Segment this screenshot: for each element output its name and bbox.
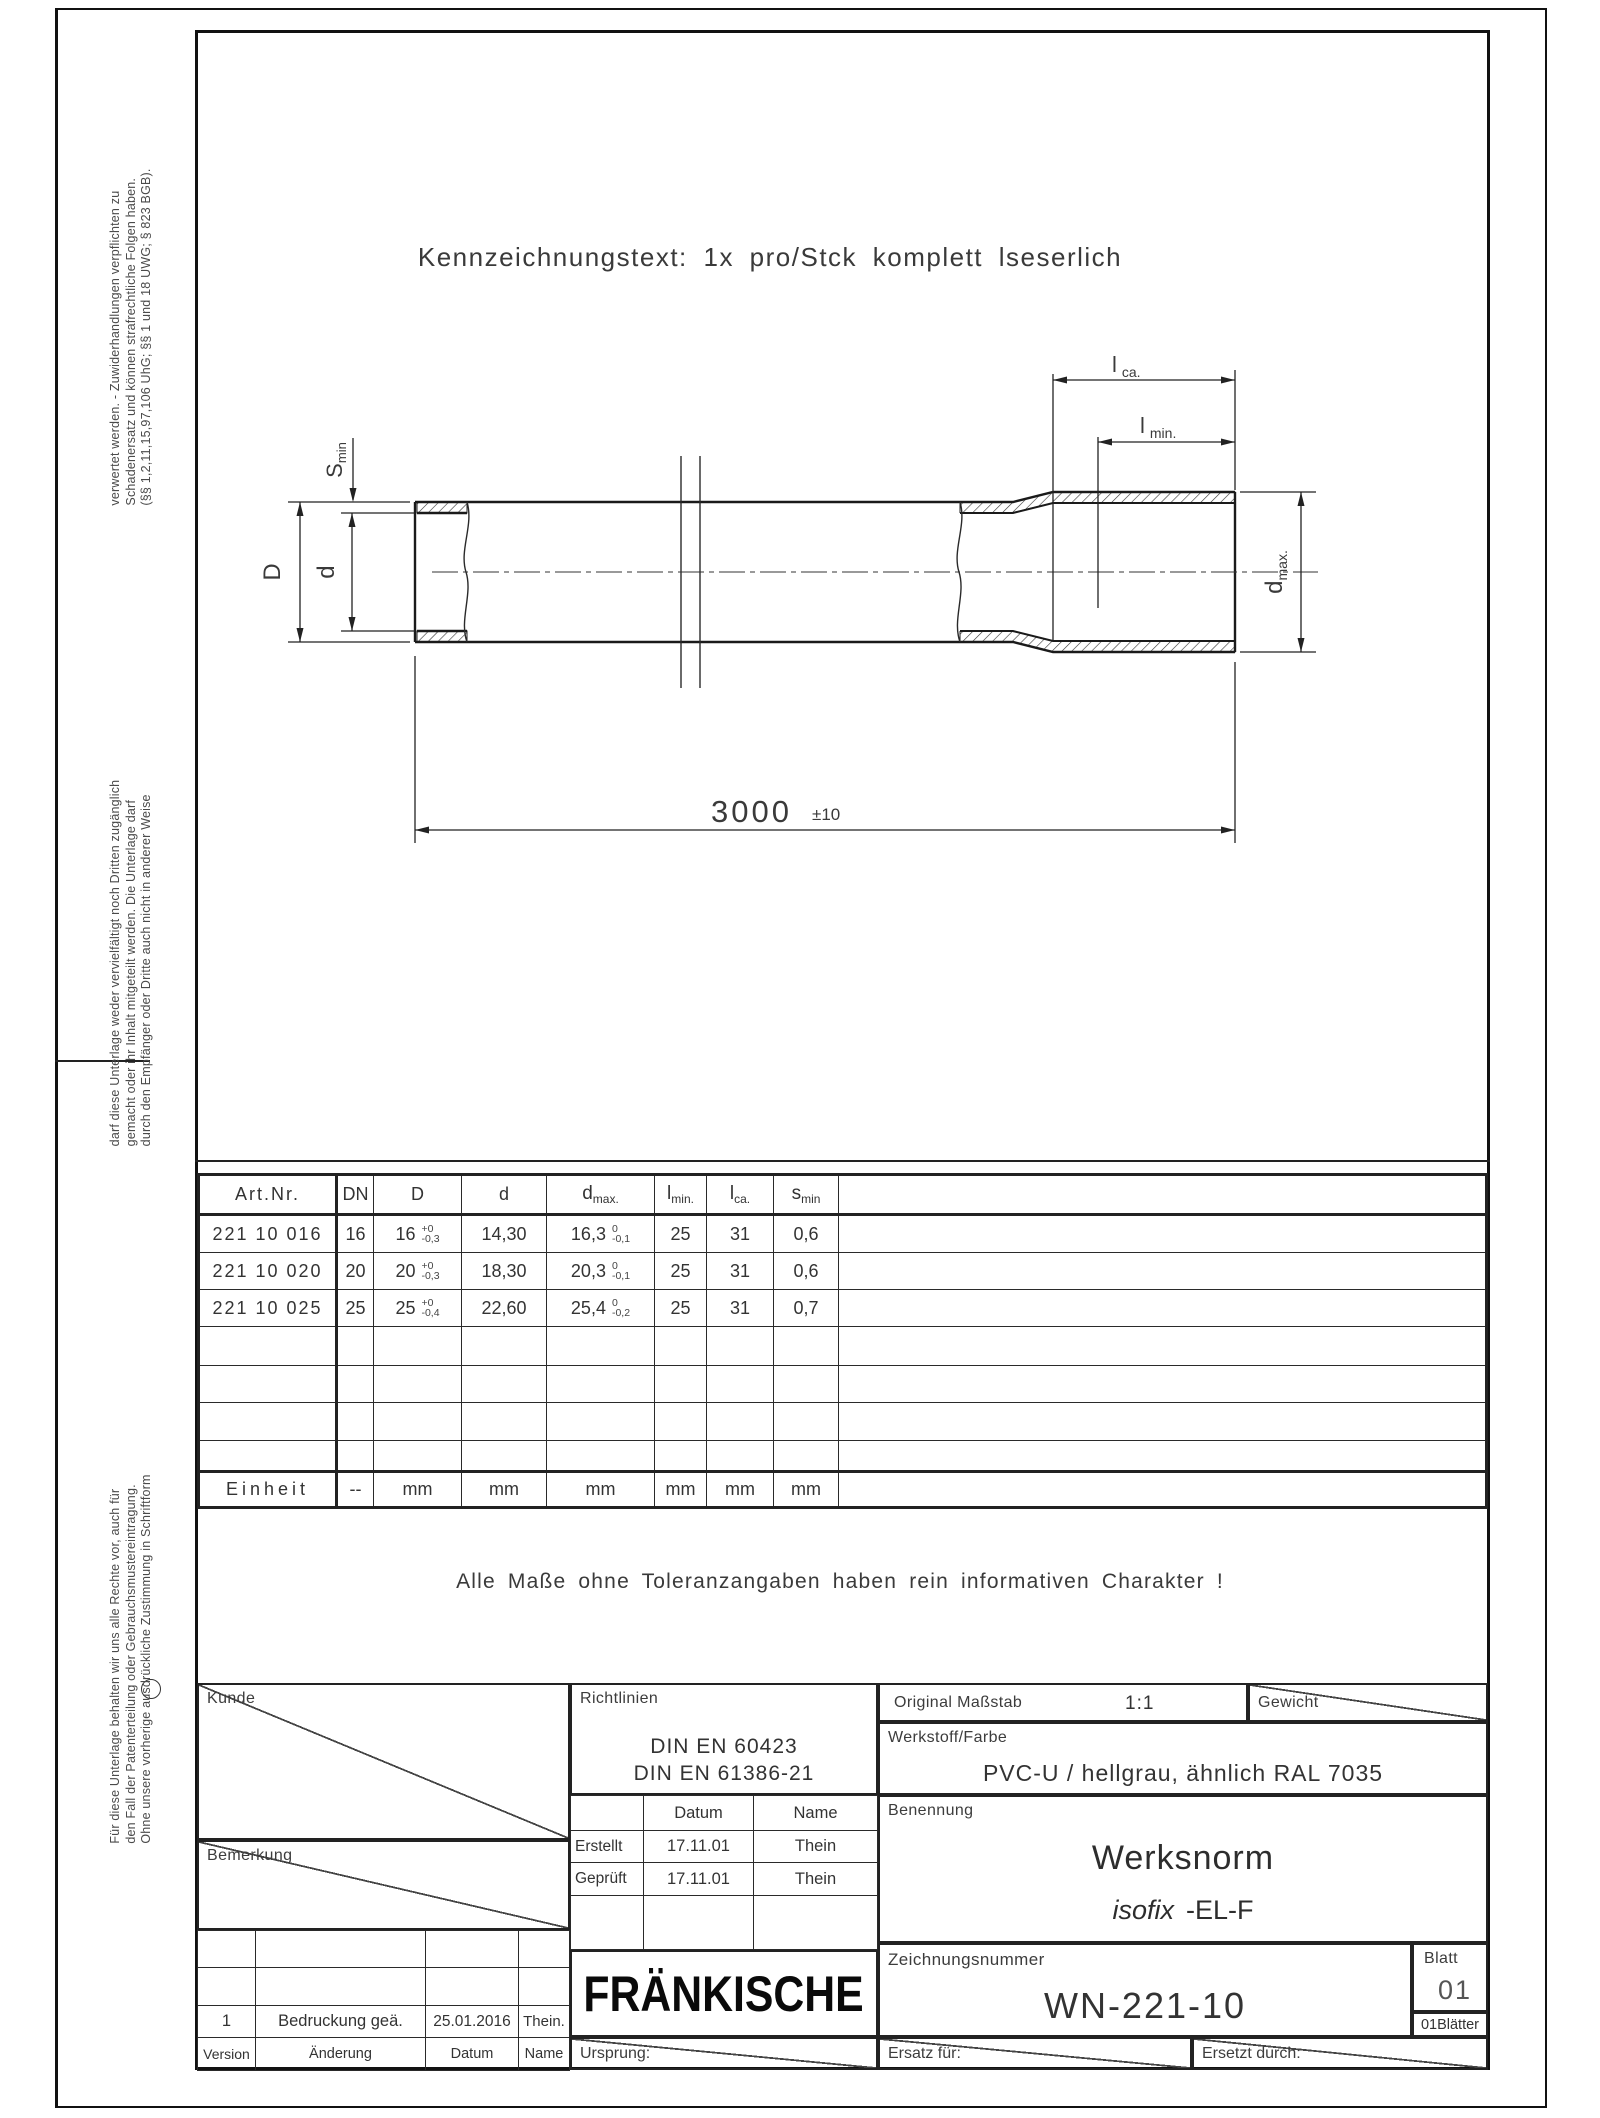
- empty-row: [198, 1968, 570, 2006]
- cell-d: 22,60: [462, 1290, 547, 1327]
- blaetter-cell: [1412, 2012, 1488, 2037]
- werkstoff-value: PVC-U / hellgrau, ähnlich RAL 7035: [982, 1760, 1384, 1786]
- drawing-number: WN-221-10: [1043, 1985, 1247, 2026]
- table-row: [199, 1253, 1487, 1290]
- cell-lmin: 25: [655, 1253, 707, 1290]
- header-lmin: $l_{min.}$: [655, 1175, 707, 1215]
- cell-D: 16 +0 -0,3: [374, 1215, 462, 1253]
- legal-line: Für diese Unterlage behalten wir uns alle Rechte vor, auch für: [107, 1488, 122, 1844]
- ersatz-cell: [878, 2037, 1192, 2070]
- approval-table: [570, 1795, 878, 1950]
- cell-dmax: 20,3 0 -0,1: [547, 1253, 655, 1290]
- dim-label-length-tolerance: ±10: [812, 805, 841, 824]
- kunde-cell: [197, 1683, 570, 1840]
- richtlinien-label: Richtlinien: [580, 1690, 659, 1707]
- table-row: [199, 1215, 1487, 1253]
- cell-dn: 25: [337, 1290, 374, 1327]
- revision-header-row: Version Änderung Datum Name: [198, 2038, 570, 2071]
- cell-d: 14,30: [462, 1215, 547, 1253]
- empty-row: [199, 1327, 1487, 1366]
- marking-note: Kennzeichnungstext: 1x pro/Stck komplett lseserlich: [417, 242, 1123, 272]
- legal-line: gemacht oder ihr Inhalt mitgeteilt werden. Die Unterlage darf: [123, 799, 138, 1147]
- benennung-label: Benennung: [888, 1802, 974, 1819]
- fraenkische-logo: FRÄNKISCHE: [583, 1964, 865, 2022]
- richtlinien-standards: [572, 1733, 876, 1787]
- ursprung-label: Ursprung:: [580, 2044, 651, 2062]
- benennung-cell: [878, 1795, 1488, 1943]
- empty-row: [199, 1366, 1487, 1403]
- name-header: Name: [754, 1796, 878, 1831]
- din-standard: DIN EN 60423: [650, 1735, 798, 1758]
- cell-lca: 31: [707, 1215, 774, 1253]
- empty-row: [198, 1931, 570, 1968]
- dim-label-lca: l $_{ca.}$: [1112, 352, 1141, 380]
- ersatz-label: Ersatz für:: [888, 2044, 961, 2062]
- werkstoff-cell: [878, 1722, 1488, 1795]
- sheet-number: 01: [1437, 1975, 1472, 2005]
- werkstoff-label: Werkstoff/Farbe: [888, 1729, 1008, 1746]
- cell-dmax: 25,4 0 -0,2: [547, 1290, 655, 1327]
- ursprung-cell: [570, 2037, 878, 2070]
- cell-dmax: 16,3 0 -0,1: [547, 1215, 655, 1253]
- zeichnungsnummer-cell: [878, 1943, 1412, 2037]
- dim-label-length: 3000: [711, 794, 792, 829]
- dim-label-smin: Smin: [322, 442, 349, 478]
- blatt-label: Blatt: [1424, 1950, 1459, 1967]
- cell-d: 18,30: [462, 1253, 547, 1290]
- geprueft-row: Geprüft 17.11.01 Thein: [571, 1863, 878, 1896]
- product-brand: isofix: [1112, 1895, 1174, 1925]
- header-dn: DN: [337, 1175, 374, 1215]
- dimension-arrowheads: [297, 377, 1305, 834]
- header-dmax: $d_{max.}$: [547, 1175, 655, 1215]
- cell-smin: 0,6: [774, 1215, 839, 1253]
- masstab-cell: [878, 1683, 1248, 1722]
- masstab-value: 1:1: [1125, 1693, 1155, 1714]
- table-row: [199, 1290, 1487, 1327]
- kunde-label: Kunde: [207, 1690, 256, 1707]
- legal-line: Schadenersatz und können strafrechtliche Folgen haben.: [123, 177, 138, 506]
- cell-D: 20 +0 -0,3: [374, 1253, 462, 1290]
- legal-line: (§§ 1,2,11,15,97,106 UhG; §§ 1 und 18 UWG; § 823 BGB).: [138, 168, 153, 506]
- gewicht-cell: [1248, 1683, 1488, 1722]
- company-logo-cell: [570, 1950, 878, 2037]
- cell-lca: 31: [707, 1290, 774, 1327]
- margin-legal-text-bottom: [108, 1474, 155, 1843]
- empty-row: [199, 1441, 1487, 1472]
- unit-row: Einheit -- mm mm mm mm mm mm: [199, 1472, 1487, 1508]
- cell-lmin: 25: [655, 1215, 707, 1253]
- header-d: d: [462, 1175, 547, 1215]
- margin-legal-text-top: [108, 168, 155, 505]
- product-name: [880, 1895, 1486, 1926]
- legal-line: den Fall der Patenterteilung oder Gebrauchsmustereintragung.: [123, 1484, 138, 1844]
- dim-label-d: d: [313, 565, 340, 579]
- revision-table: [197, 1930, 570, 2070]
- table-separator-line: [195, 1160, 1490, 1162]
- datum-header: Datum: [644, 1796, 754, 1831]
- margin-legal-text-middle: [108, 780, 155, 1147]
- cell-smin: 0,6: [774, 1253, 839, 1290]
- din-standard: DIN EN 61386-21: [633, 1762, 815, 1785]
- legal-line: verwertet werden. - Zuwiderhandlungen verpflichten zu: [107, 190, 122, 506]
- sheet-count: 01Blätter: [1420, 2016, 1480, 2033]
- cell-artnr: 221 10 016: [199, 1215, 337, 1253]
- pipe-section-drawing: [195, 300, 1490, 880]
- bemerkung-label: Bemerkung: [207, 1847, 293, 1864]
- richtlinien-cell: [570, 1683, 878, 1795]
- table-header-row: [199, 1175, 1487, 1215]
- header-lca: $l_{ca.}$: [707, 1175, 774, 1215]
- document-title: Werksnorm: [1091, 1839, 1275, 1877]
- dim-label-D: D: [259, 563, 286, 581]
- blatt-cell: [1412, 1943, 1488, 2012]
- empty-row: [571, 1896, 878, 1950]
- header-artnr: Art.Nr.: [199, 1175, 337, 1215]
- tolerance-note: Alle Maße ohne Toleranzangaben haben rein informativen Charakter !: [456, 1570, 1224, 1593]
- cell-artnr: 221 10 020: [199, 1253, 337, 1290]
- header-D: D: [374, 1175, 462, 1215]
- zeichnungsnummer-label: Zeichnungsnummer: [888, 1950, 1045, 1969]
- erstellt-row: Erstellt 17.11.01 Thein: [571, 1831, 878, 1863]
- product-suffix: -EL-F: [1186, 1895, 1254, 1925]
- masstab-label: Original Maßstab: [894, 1694, 1023, 1711]
- ersetzt-label: Ersetzt durch:: [1202, 2044, 1301, 2062]
- cell-dn: 20: [337, 1253, 374, 1290]
- empty-row: [199, 1403, 1487, 1441]
- unit-label: Einheit: [199, 1472, 337, 1508]
- header-smin: $s_{min}$: [774, 1175, 839, 1215]
- dim-label-dmax: $d_{max.}$: [1261, 550, 1290, 594]
- revision-row: 1 Bedruckung geä. 25.01.2016 Thein.: [198, 2006, 570, 2038]
- legal-line: darf diese Unterlage weder vervielfältigt noch Dritten zugänglich: [107, 779, 122, 1147]
- cell-lca: 31: [707, 1253, 774, 1290]
- cell-D: 25 +0 -0,4: [374, 1290, 462, 1327]
- cell-smin: 0,7: [774, 1290, 839, 1327]
- legal-line: durch den Empfänger oder Dritte auch nicht in anderer Weise: [138, 794, 153, 1147]
- cell-dn: 16: [337, 1215, 374, 1253]
- ersetzt-cell: [1192, 2037, 1488, 2070]
- legal-line: Ohne unsere vorherige ausdrückliche Zustimmung in Schriftform: [138, 1474, 153, 1844]
- bemerkung-cell: [197, 1840, 570, 1930]
- dim-label-lmin: l $_{min.}$: [1140, 413, 1177, 441]
- gewicht-label: Gewicht: [1258, 1694, 1319, 1711]
- cell-lmin: 25: [655, 1290, 707, 1327]
- dimension-table: [197, 1173, 1488, 1509]
- cell-artnr: 221 10 025: [199, 1290, 337, 1327]
